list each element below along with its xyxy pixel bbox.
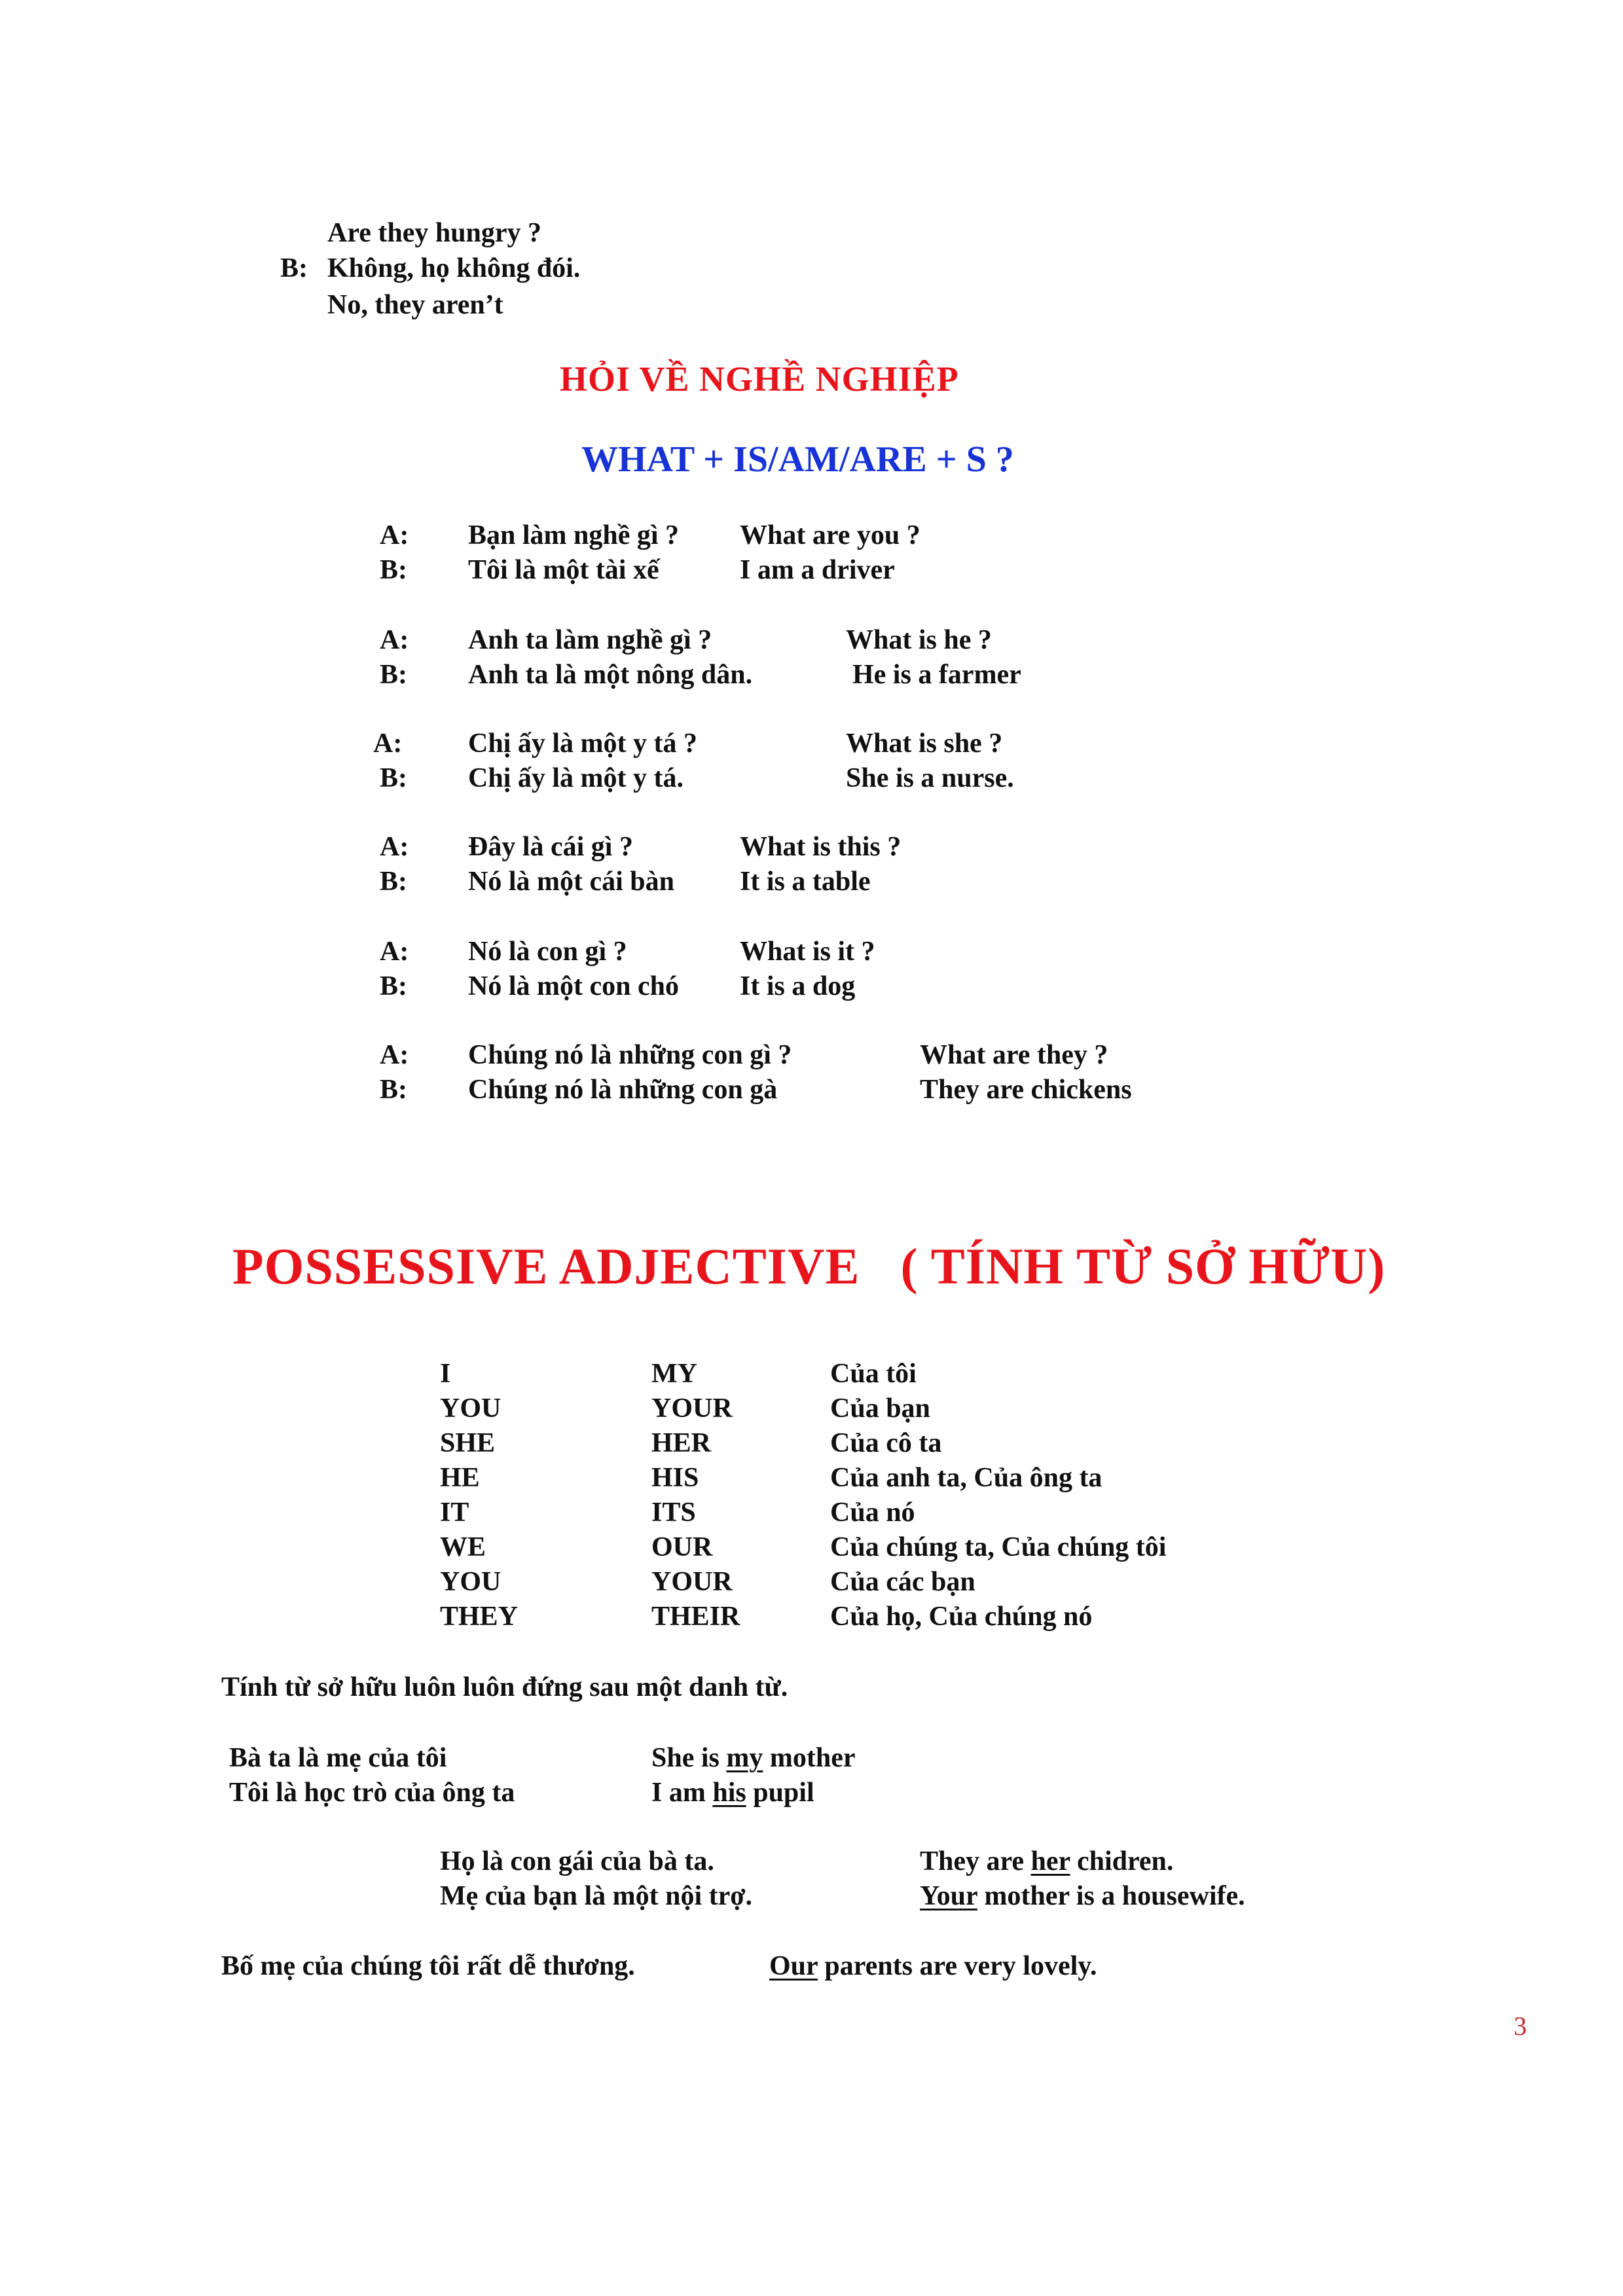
example-vi: Họ là con gái của bà ta. [440, 1846, 714, 1876]
example-en: They are her chidren. [920, 1846, 1174, 1876]
example-vi: Mẹ của bạn là một nội trợ. [440, 1881, 753, 1911]
pronoun-cell: WE [440, 1532, 486, 1562]
occupation-heading: HỎI VỀ NGHỀ NGHIỆP [560, 359, 959, 399]
pronoun-cell: IT [440, 1498, 469, 1528]
dialog-label: B: [380, 1075, 407, 1105]
dialog-vi: Chị ấy là một y tá ? [468, 728, 697, 759]
adjective-cell: HER [651, 1428, 712, 1458]
dialog-label: B: [380, 763, 407, 793]
meaning-cell: Của tôi [830, 1359, 917, 1389]
dialog-label: A: [380, 832, 409, 862]
pronoun-cell: YOU [440, 1567, 501, 1597]
dialog-vi: Đây là cái gì ? [468, 832, 633, 862]
intro-answer-vi: Không, họ không đói. [327, 253, 581, 283]
meaning-cell: Của chúng ta, Của chúng tôi [830, 1532, 1167, 1562]
pronoun-cell: THEY [440, 1602, 519, 1632]
dialog-label: B: [380, 555, 407, 585]
possessive-heading-en: POSSESSIVE ADJECTIVE [232, 1238, 860, 1295]
dialog-vi: Chúng nó là những con gì ? [468, 1040, 792, 1070]
adjective-cell: OUR [651, 1532, 713, 1562]
example-en: I am his pupil [651, 1778, 814, 1808]
example-en: Our parents are very lovely. [769, 1951, 1097, 1981]
possessive-heading-vi: ( TÍNH TỪ SỞ HỮU) [900, 1238, 1386, 1295]
meaning-cell: Của bạn [830, 1393, 930, 1424]
possessive-word: Our [769, 1951, 818, 1981]
adjective-cell: MY [651, 1359, 697, 1389]
dialog-en: She is a nurse. [846, 763, 1014, 793]
dialog-en: They are chickens [920, 1075, 1132, 1105]
adjective-cell: YOUR [651, 1393, 733, 1424]
example-en: She is my mother [651, 1743, 856, 1773]
pronoun-cell: YOU [440, 1393, 501, 1424]
possessive-word: her [1030, 1846, 1070, 1876]
intro-answer-en: No, they aren’t [327, 290, 503, 320]
possessive-heading [232, 1237, 1385, 1296]
dialog-vi: Nó là con gì ? [468, 937, 627, 967]
dialog-vi: Bạn làm nghề gì ? [468, 520, 680, 550]
dialog-label: A: [380, 625, 409, 655]
meaning-cell: Của cô ta [830, 1428, 942, 1458]
dialog-en: What are you ? [740, 520, 921, 550]
meaning-cell: Của nó [830, 1498, 915, 1528]
intro-b-label: B: [280, 253, 308, 283]
pronoun-cell: I [440, 1359, 451, 1389]
possessive-rule: Tính từ sở hữu luôn luôn đứng sau một danh từ. [221, 1672, 788, 1702]
dialog-en: What is this ? [740, 832, 902, 862]
adjective-cell: HIS [651, 1463, 699, 1493]
meaning-cell: Của họ, Của chúng nó [830, 1602, 1093, 1632]
adjective-cell: THEIR [651, 1602, 740, 1632]
dialog-vi: Chúng nó là những con gà [468, 1075, 778, 1105]
dialog-vi: Tôi là một tài xế [468, 555, 659, 585]
dialog-en: What is it ? [740, 937, 875, 967]
dialog-label: A: [380, 1040, 409, 1070]
dialog-en: What are they ? [920, 1040, 1108, 1070]
possessive-word: his [712, 1778, 746, 1808]
dialog-label: B: [380, 660, 407, 690]
meaning-cell: Của các bạn [830, 1567, 976, 1597]
dialog-en: What is he ? [846, 625, 992, 655]
dialog-en: I am a driver [740, 555, 895, 585]
dialog-en: He is a farmer [852, 660, 1021, 690]
example-vi: Bà ta là mẹ của tôi [229, 1743, 447, 1773]
possessive-word: Your [920, 1881, 977, 1911]
adjective-cell: ITS [651, 1498, 696, 1528]
dialog-vi: Chị ấy là một y tá. [468, 763, 684, 793]
adjective-cell: YOUR [651, 1567, 733, 1597]
possessive-word: my [726, 1743, 763, 1773]
page-number: 3 [1514, 2011, 1527, 2041]
pronoun-cell: SHE [440, 1428, 496, 1458]
example-vi: Bố mẹ của chúng tôi rất dễ thương. [221, 1951, 635, 1981]
example-en: Your mother is a housewife. [920, 1881, 1245, 1911]
dialog-label: A: [380, 937, 409, 967]
dialog-label: A: [380, 520, 409, 550]
meaning-cell: Của anh ta, Của ông ta [830, 1463, 1103, 1493]
example-vi: Tôi là học trò của ông ta [229, 1778, 515, 1808]
dialog-vi: Nó là một con chó [468, 971, 679, 1001]
intro-question-en: Are they hungry ? [327, 218, 542, 248]
pronoun-cell: HE [440, 1463, 480, 1493]
dialog-en: What is she ? [846, 728, 1003, 759]
occupation-formula: WHAT + IS/AM/ARE + S ? [581, 439, 1014, 480]
dialog-en: It is a table [740, 867, 871, 897]
dialog-vi: Anh ta làm nghề gì ? [468, 625, 712, 655]
dialog-label: B: [380, 867, 407, 897]
dialog-vi: Nó là một cái bàn [468, 867, 674, 897]
dialog-label: A: [373, 728, 403, 759]
dialog-en: It is a dog [740, 971, 856, 1001]
dialog-label: B: [380, 971, 407, 1001]
dialog-vi: Anh ta là một nông dân. [468, 660, 753, 690]
